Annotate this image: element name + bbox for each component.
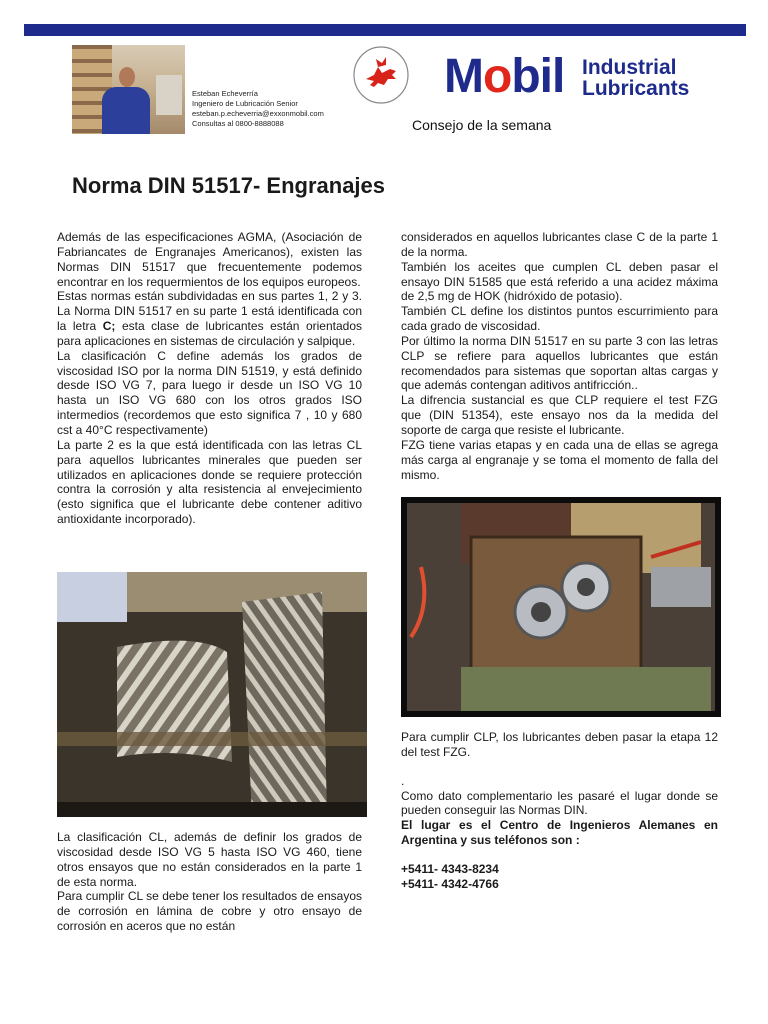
bold-letter-c: C; [102,319,116,334]
contact-intro: El lugar es el Centro de Ingenieros Alemanes en Argentina y sus teléfonos son : [401,818,718,848]
phone-number-2: +5411- 4342-4766 [401,876,499,891]
paragraph: . [401,773,405,788]
paragraph: También los aceites que cumplen CL deben pasar el ensayo DIN 51585 que está referido a una acidez máxima de 2,5 mg de HOK (hidróxido de potasio). [401,259,718,304]
paragraph: Estas normas están subdividadas en sus partes 1, 2 y 3. La Norma DIN 51517 en su parte 1 está identificada con la letra C; esta clase de lubricantes están orientados para aplicaciones en sistemas de circulación y salpique. [57,289,362,348]
paragraph: La parte 2 es la que está identificada con las letras CL para aquellos lubricantes minerales que pueden ser utilizados en aplicaciones donde se requiere protección contra la corrosión y alta resistencia al envejecimiento (esto significa que el lubricante debe contener aditivo antioxidante incorporado). [57,437,362,527]
author-email[interactable]: esteban.p.echeverria@exxonmobil.com [192,109,324,118]
right-column-top [401,230,718,482]
paragraph: Para cumplir CL se debe tener los resultados de ensayos de corrosión en lámina de cobre y otro ensayo de corrosión en aceros que no están [57,889,362,934]
author-phone: Consultas al 0800-8888088 [192,119,284,128]
paragraph: También CL define los distintos puntos escurrimiento para cada grado de viscosidad. [401,304,718,334]
paragraph: La clasificación C define además los grados de viscosidad ISO por la norma DIN 51519, y está definido desde ISO VG 7, para luego ir desde un ISO VG 10 hasta un ISO VG 680 con los otros grados ISO intermedios (recordemos que esto significa 7 , 10 y 680 cst a 40°C respectivamente) [57,348,362,437]
paragraph: FZG tiene varias etapas y en cada una de ellas se agrega más carga al engranaje y se toma el momento de falla del mismo. [401,437,718,482]
pegasus-logo-icon [352,45,410,105]
left-column-top [57,230,362,527]
author-photo [72,45,185,134]
tagline: Consejo de la semana [412,117,552,133]
paragraph: La clasificación CL, además de definir los grados de viscosidad desde ISO VG 5 hasta ISO VG 460, tiene otros ensayos que no están considerados en la parte 1 de esta norma. [57,830,362,889]
mobil-logo-text: Mobil [444,50,565,103]
industrial-lubricants-logo [582,57,689,99]
paragraph: Además de las especificaciones AGMA, (Asociación de Fabriancates de Engranajes Americanos), existen las Normas DIN 51517 que frecuentemente podemos encontrar en los requermientos de los equipos europeos. [57,230,362,289]
right-column-bottom [401,730,718,892]
article-title: Norma DIN 51517- Engranajes [72,173,386,198]
mobil-logo [444,50,565,103]
paragraph: Por último la norma DIN 51517 en su parte 3 con las letras CLP se refiere para aquellos lubricantes que están recomendados para sistemas que soportan altas cargas y que además contengan aditivos antifricción.. [401,333,718,393]
author-block [192,89,324,129]
paragraph: considerados en aquellos lubricantes clase C de la parte 1 de la norma. [401,230,718,259]
logo-line-2: Lubricants [582,77,690,100]
header-bar [24,24,746,36]
paragraph: La difrencia sustancial es que CLP requiere el test FZG que (DIN 51354), este ensayo nos da la medida del soporte de carga que resiste el lubricante. [401,393,718,437]
logo-line-1: Industrial [582,56,677,79]
phone-number-1: +5411- 4343-8234 [401,861,499,876]
herringbone-gear-photo [57,572,367,817]
author-name: Esteban Echeverría [192,89,258,98]
paragraph: Para cumplir CLP, los lubricantes deben pasar la etapa 12 del test FZG. [401,730,718,759]
fzg-test-rig-photo [401,497,721,717]
paragraph: Como dato complementario les pasaré el lugar donde se pueden conseguir las Normas DIN. [401,788,718,818]
left-column-bottom [57,830,362,934]
author-title: Ingeniero de Lubricación Senior [192,99,298,108]
